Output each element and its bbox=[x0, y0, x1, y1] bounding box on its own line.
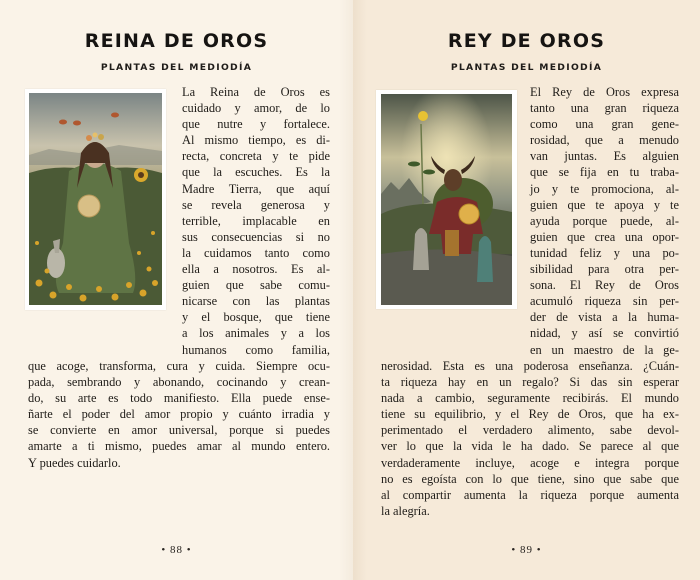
right-page bbox=[353, 0, 700, 580]
text-line: ta riqueza hay en un regalo? Si das sin esperar bbox=[381, 375, 679, 390]
page-title: REINA DE OROS bbox=[84, 30, 269, 52]
king-of-pentacles-illustration bbox=[381, 94, 512, 305]
text-line: nicarse con las plantas bbox=[182, 294, 330, 309]
wrapped-text-column bbox=[530, 84, 679, 358]
text-line: tiene su equilibrio, y el Rey de Oros, que ha ex- bbox=[381, 407, 679, 422]
text-line: a los animales y a los bbox=[182, 326, 330, 341]
text-line: amarte a ti mismo, puedes amar al mundo entero. bbox=[28, 439, 330, 454]
text-line: ayuda porque puede, al- bbox=[530, 213, 679, 228]
text-line: que acoge, transforma, cura y cuida. Siempre ocu- bbox=[28, 359, 330, 373]
text-line: verdaderamente incluye, acoge e integra porque bbox=[381, 455, 679, 470]
text-line: pada, sembrando y abonando, cocinando y crean- bbox=[28, 375, 330, 390]
gutter-shadow bbox=[353, 0, 367, 580]
text-line: El Rey de Oros expresa bbox=[530, 85, 679, 99]
text-line: jo y te promociona, al- bbox=[530, 181, 679, 196]
text-line: acumuló riqueza sin per- bbox=[530, 294, 679, 309]
text-line: do, su arte es todo manifiesto. Ella puede ense- bbox=[28, 391, 330, 406]
text-line: se revela generosa y bbox=[182, 197, 330, 212]
text-line: cuidado y amor, de lo bbox=[182, 101, 330, 116]
text-line: tunidad feliz y una po- bbox=[530, 245, 679, 260]
text-line: van juntas. Es alguien bbox=[530, 149, 679, 164]
text-line: La Reina de Oros es bbox=[182, 85, 330, 99]
text-line: guien que crea una opor- bbox=[530, 229, 679, 244]
text-line: guien que te apoya y te bbox=[530, 197, 679, 212]
text-line: no es egoísta con lo que tiene, sino que sabe que bbox=[381, 471, 679, 486]
gutter-shadow bbox=[339, 0, 353, 580]
text-line: sus consecuencias si no bbox=[182, 229, 330, 244]
wrapped-text-column bbox=[182, 84, 330, 358]
text-line: recta, concreta y te pide bbox=[182, 149, 330, 164]
page-subtitle: PLANTAS DEL MEDIODÍA bbox=[100, 62, 253, 73]
text-line: al compartir aumenta la riqueza porque aumenta bbox=[381, 487, 679, 502]
text-line: se convierte en amor universal, porque si puedes bbox=[28, 423, 330, 438]
text-line: la alegría. bbox=[381, 503, 430, 518]
text-line: en un maestro de la ge- bbox=[530, 342, 679, 357]
page-number: • 88 • bbox=[161, 544, 192, 556]
text-line: que nutre y fortalece. bbox=[182, 117, 330, 132]
text-line: guien que sabe comu- bbox=[182, 278, 330, 293]
text-line: la cuidamos tanto como bbox=[182, 245, 330, 260]
text-line: nidad, y así se convirtió bbox=[530, 326, 679, 341]
text-line: terrible, implacable en bbox=[182, 213, 330, 228]
text-line: nada a cambio, seguramente recibirás. El mundo bbox=[381, 391, 679, 406]
text-line: que la escuches. Es la bbox=[182, 165, 330, 180]
text-line: ñarte el poder del amor propio y cuánto irradia y bbox=[28, 407, 330, 422]
text-line: tanto una gran riqueza bbox=[530, 101, 679, 116]
queen-of-pentacles-illustration bbox=[29, 93, 162, 305]
text-line: der de vista a la huma- bbox=[530, 310, 679, 325]
text-line: como una gran gene- bbox=[530, 117, 679, 132]
full-width-text bbox=[381, 358, 679, 519]
text-line: ella a nosotros. Es al- bbox=[182, 262, 330, 277]
page-subtitle: PLANTAS DEL MEDIODÍA bbox=[450, 62, 603, 73]
text-line: ver lo que la vida le ha dado. Se parece al que bbox=[381, 439, 679, 454]
page-title: REY DE OROS bbox=[447, 30, 606, 52]
text-line: Madre Tierra, que aquí bbox=[182, 181, 330, 196]
text-line: sibilidad para otra per- bbox=[530, 262, 679, 277]
text-line: nerosidad. Esta es una poderosa enseñanza. ¿Cuán- bbox=[381, 359, 679, 373]
text-line: sona. El Rey de Oros bbox=[530, 278, 679, 293]
text-line: y el bosque, que tiene bbox=[182, 310, 330, 325]
text-line: rosidad, que a menudo bbox=[530, 133, 679, 148]
text-line: Y puedes cuidarlo. bbox=[28, 455, 121, 470]
text-line: perimentado el verdadero alimento, sabe devol- bbox=[381, 423, 679, 438]
full-width-text bbox=[28, 358, 330, 471]
page-number: • 89 • bbox=[511, 544, 542, 556]
text-line: que se fija en tu traba- bbox=[530, 165, 679, 180]
text-line: humanos como familia, bbox=[182, 342, 330, 357]
text-line: Al mismo tiempo, es di- bbox=[182, 133, 330, 148]
